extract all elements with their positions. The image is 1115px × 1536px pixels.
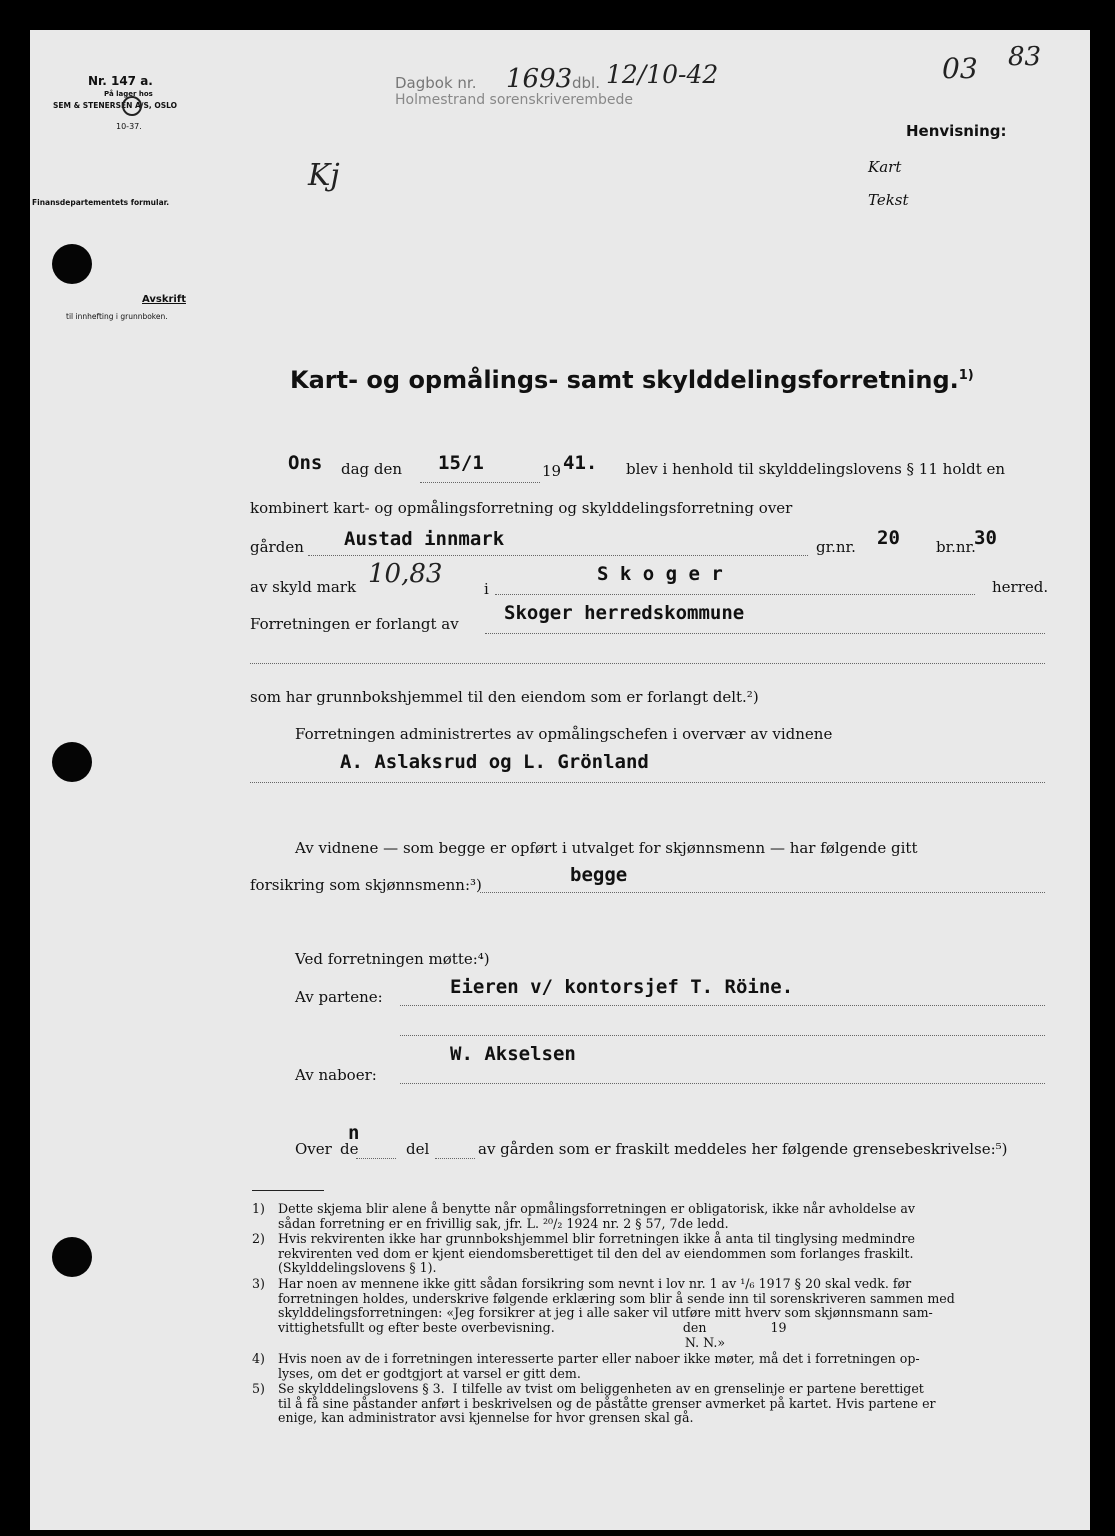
footnote	[252, 1202, 1052, 1231]
witnesses: A. Aslaksrud og L. Grönland	[340, 751, 649, 773]
footnote	[252, 1352, 1052, 1381]
assurance-underline	[480, 892, 1045, 893]
punch-hole-2	[52, 742, 92, 782]
year-prefix: 19	[542, 462, 562, 480]
assurance-value: begge	[570, 864, 628, 886]
herred-label: herred.	[992, 578, 1049, 596]
farm-label: gården	[250, 538, 304, 556]
title-note: 1)	[958, 368, 974, 383]
form-owner: Finansdepartementets formular.	[32, 198, 170, 207]
office-name: Holmestrand sorenskriverembede	[395, 92, 633, 108]
footnote-line: enige, kan administrator avsi kjennelse for hvor grensen skal gå.	[278, 1410, 694, 1426]
witness-text: Av vidnene — som begge er opført i utvalget for skjønnsmenn — har følgende gitt	[295, 839, 918, 857]
boundary-rest: av gården som er fraskilt meddeles her følgende grensebeskrivelse:⁵)	[478, 1140, 1008, 1158]
date-value: 15/1	[438, 452, 484, 474]
dated-label: dbl.	[572, 74, 600, 92]
reference-label: Henvisning:	[906, 122, 1007, 140]
gnr-label: gr.nr.	[816, 538, 856, 556]
bnr-label: br.nr.	[936, 538, 976, 556]
requested-underline	[485, 633, 1045, 634]
boundary-mark: n	[348, 1122, 360, 1144]
footnote-line: Se skylddelingslovens § 3. I tilfelle av tvist om beliggenheten av en grenselinje er partene berettiget	[278, 1381, 924, 1397]
publisher-line-2: SEM & STENERSEN A/S, OSLO	[53, 101, 178, 110]
form-number: Nr. 147 a.	[88, 74, 153, 88]
intro-line-2: kombinert kart- og opmålingsforretning og skylddelingsforretning over	[250, 499, 793, 517]
publisher-line-1: På lager hos	[104, 90, 153, 98]
footnote-line: Hvis rekvirenten ikke har grunnbokshjemmel blir forretningen ikke å anta til tinglysing medmindre	[278, 1231, 915, 1247]
farm-name: Austad innmark	[344, 528, 505, 550]
footnote-text	[278, 1277, 1052, 1335]
footnote-text	[278, 1352, 1052, 1381]
footnotes	[252, 1202, 1052, 1427]
footnote-line: forretningen holdes, underskrive følgende erklæring som blir å sende inn til sorenskriveren sammen med	[278, 1290, 955, 1306]
attendance-label: Ved forretningen møtte:⁴)	[295, 950, 490, 968]
boundary-underline-2	[435, 1158, 475, 1159]
year-suffix: 41.	[563, 452, 598, 474]
footnote-number: 3)	[252, 1275, 265, 1291]
document-page	[30, 30, 1090, 1530]
footnote-line: N. N.»	[684, 1335, 726, 1351]
reference-text: Tekst	[868, 191, 909, 209]
footnote-text	[278, 1336, 1052, 1351]
footnote-number: 2)	[252, 1231, 265, 1247]
boundary-underline	[356, 1158, 396, 1159]
intro-rest: blev i henhold til skylddelingslovens § 11 holdt en	[626, 460, 1006, 478]
corner-mark: 03	[942, 52, 978, 85]
footnote-text	[278, 1202, 1052, 1231]
boundary-over: Over	[295, 1140, 332, 1158]
grunnbok-line: som har grunnbokshjemmel til den eiendom som er forlangt delt.²)	[250, 688, 759, 706]
footnote-line: Hvis noen av de i forretningen interesserte parter eller naboer ikke møter, må det i forretningen op-	[278, 1350, 920, 1366]
footnote-number: 1)	[252, 1201, 265, 1216]
document-title	[290, 366, 974, 394]
publisher-logo-icon	[122, 96, 142, 116]
weekday: Ons	[288, 452, 323, 474]
corner-number: 83	[1008, 42, 1042, 72]
date-underline	[420, 482, 540, 483]
skyld-value: 10,83	[368, 559, 443, 589]
requested-label: Forretningen er forlangt av	[250, 615, 459, 633]
footnote-line: sådan forretning er en frivillig sak, jfr. L. ²⁰/₂ 1924 nr. 2 § 57, 7de ledd.	[278, 1215, 729, 1231]
municipality: S k o g e r	[597, 563, 723, 585]
parties-underline	[400, 1005, 1045, 1006]
bnr-value: 30	[974, 527, 997, 549]
footnote-line: Har noen av mennene ikke gitt sådan forsikring som nevnt i lov nr. 1 av ¹/₆ 1917 § 20 skal vedk. før	[278, 1275, 912, 1291]
footnote-line: Dette skjema blir alene å benytte når opmålingsforretningen er obligatorisk, ikke når avholdelse av	[278, 1201, 916, 1216]
punch-hole-3	[52, 1237, 92, 1277]
boundary-del: del	[406, 1140, 430, 1158]
footnote-line: til å få sine påstander anført i beskrivelsen og de påståtte grenser avmerket på kartet. Hvis partene er	[278, 1395, 936, 1411]
neighbors-label: Av naboer:	[295, 1066, 377, 1084]
bleed-through-text	[280, 125, 288, 317]
gnr-value: 20	[877, 527, 900, 549]
footnote-text	[278, 1232, 1052, 1276]
footnote-line: skylddelingsforretningen: «Jeg forsikrer at jeg i alle saker vil utføre mitt hverv som skjønnsmann sam-	[278, 1305, 933, 1321]
form-date: 10-37.	[116, 122, 142, 131]
punch-hole-1	[52, 244, 92, 284]
copy-subtitle: til innhefting i grunnboken.	[66, 312, 168, 321]
boundary-de: de	[340, 1140, 359, 1158]
footnote-number	[252, 1336, 278, 1351]
admin-line: Forretningen administrertes av opmålingschefen i overvær av vidnene	[295, 725, 833, 743]
copy-title: Avskrift	[142, 294, 186, 305]
footnote	[252, 1382, 1052, 1426]
footnote-line: rekvirenten ved dom er kjent eiendomsberettiget til den del av eiendommen som forlanges fraskilt.	[278, 1245, 914, 1261]
footnote-rule	[252, 1190, 324, 1191]
footnote	[252, 1277, 1052, 1335]
footnote-number: 5)	[252, 1381, 265, 1397]
diary-number: 1693	[506, 64, 573, 94]
blank-line	[250, 663, 1045, 664]
parties-underline-2	[400, 1035, 1045, 1036]
neighbors-value: W. Akselsen	[450, 1043, 576, 1065]
farm-underline	[308, 555, 808, 556]
skyld-in: i	[484, 580, 489, 598]
neighbors-underline	[400, 1083, 1045, 1084]
title-text: Kart- og opmålings- samt skylddelingsforretning.	[290, 366, 959, 394]
reference-map: Kart	[868, 158, 902, 176]
skyld-label: av skyld mark	[250, 578, 357, 596]
skyld-underline	[495, 594, 975, 595]
footnote	[252, 1232, 1052, 1276]
parties-label: Av partene:	[295, 988, 383, 1006]
parties-value: Eieren v/ kontorsjef T. Röine.	[450, 976, 794, 998]
assurance-label: forsikring som skjønnsmenn:³)	[250, 876, 482, 894]
footnote-number: 4)	[252, 1350, 265, 1366]
diary-label: Dagbok nr.	[395, 74, 477, 92]
dated-value: 12/10-42	[606, 60, 719, 89]
footnote-line: (Skylddelingslovens § 1).	[278, 1260, 437, 1276]
initials: Kj	[308, 158, 340, 193]
footnote-line: lyses, om det er godtgjort at varsel er gitt dem.	[278, 1365, 581, 1381]
requested-by: Skoger herredskommune	[504, 602, 745, 624]
footnote-text	[278, 1382, 1052, 1426]
day-label: dag den	[341, 460, 403, 478]
footnote-line: vittighetsfullt og efter beste overbevisning. den 19	[278, 1319, 787, 1335]
footnote	[252, 1336, 1052, 1351]
witness-underline	[250, 782, 1045, 783]
